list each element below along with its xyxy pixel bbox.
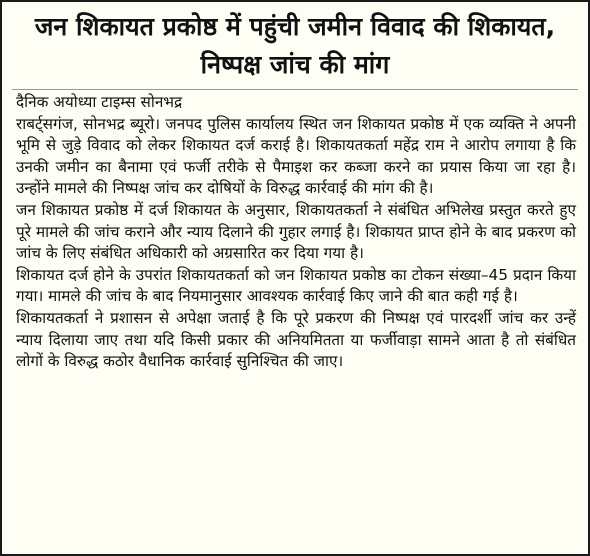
article-body — [2, 90, 588, 373]
paragraph-3: शिकायत दर्ज होने के उपरांत शिकायतकर्ता को जन शिकायत प्रकोष्ठ का टोकन संख्या–45 प्रदान किया गया। मामले की जांच के बाद नियमानुसार आवश्यक कार्रवाई किए जाने की बात कही गई है। — [16, 265, 576, 306]
paragraph-4: शिकायतकर्ता ने प्रशासन से अपेक्षा जताई है कि पूरे प्रकरण की निष्पक्ष एवं पारदर्शी जांच कर उन्हें न्याय दिलाया जाए तथा यदि किसी प्रकार की अनियमितता या फर्जीवाड़ा सामने आता है तो संबंधित लोगों के विरुद्ध कठोर वैधानिक कार्रवाई सुनिश्चित की जाए। — [16, 308, 576, 371]
headline: जन शिकायत प्रकोष्ठ में पहुंची जमीन विवाद की शिकायत, निष्पक्ष जांच की मांग — [34, 12, 556, 79]
paragraph-2: जन शिकायत प्रकोष्ठ में दर्ज शिकायत के अनुसार, शिकायतकर्ता ने संबंधित अभिलेख प्रस्तुत करते हुए पूरे मामले की जांच कराने और न्याय दिलाने की गुहार लगाई है। शिकायत प्राप्त होने के बाद प्रकरण को जांच के लिए संबंधित अधिकारी को अग्रसारित कर दिया गया है। — [16, 200, 576, 263]
paragraph-1: राबर्ट्सगंज, सोनभद्र ब्यूरो। जनपद पुलिस कार्यालय स्थित जन शिकायत प्रकोष्ठ में एक व्यक्ति ने अपनी भूमि से जुड़े विवाद को लेकर शिकायत दर्ज कराई है। शिकायतकर्ता महेंद्र राम ने आरोप लगाया है कि उनकी जमीन का बैनामा एवं फर्जी तरीके से पैमाइश कर कब्जा करने का प्रयास किया जा रहा है। उन्होंने मामले की निष्पक्ष जांच कर दोषियों के विरुद्ध कार्रवाई की मांग की है। — [16, 114, 576, 198]
source-line: दैनिक अयोध्या टाइम्स सोनभद्र — [16, 93, 183, 111]
